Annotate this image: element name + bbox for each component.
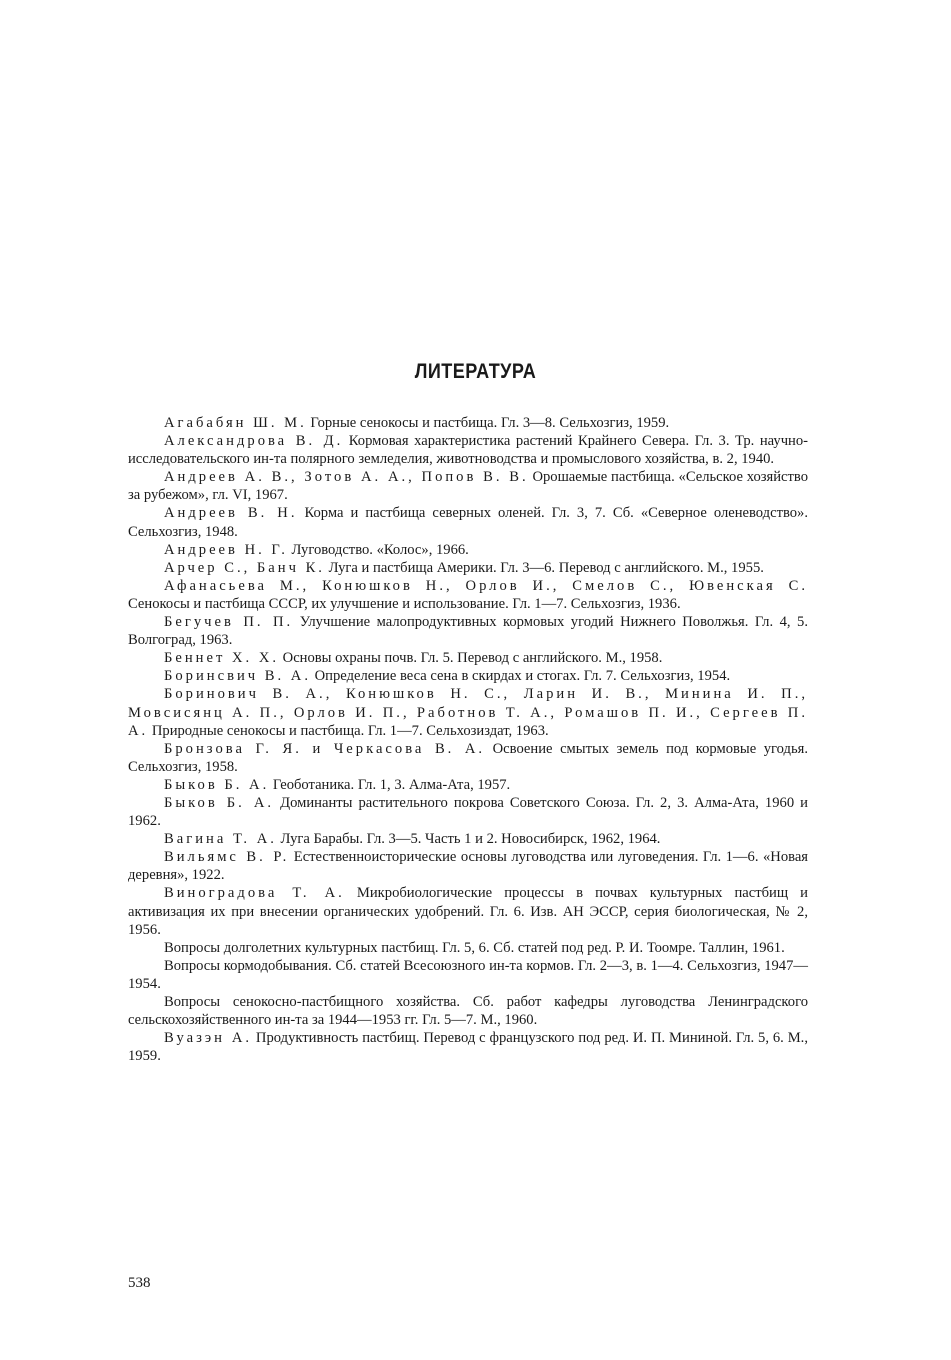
reference-text: Корма и пастбища северных оленей. Гл. 3, 7. Сб. «Северное оленеводство». Сельхозгиз, 1948.	[128, 505, 808, 540]
reference-author: Быков Б. А.	[164, 776, 270, 793]
reference-text: Вопросы сенокосно-пастбищного хозяйства. Сб. работ кафедры луговодства Ленинградского сельскохозяйственного ин-та за 1944—1953 гг. Гл. 5—7. М., 1960.	[128, 994, 808, 1029]
reference-entry	[128, 685, 808, 739]
reference-text: Продуктивность пастбищ. Перевод с французского под ред. И. П. Мининой. Гл. 5, 6. М., 1959.	[128, 1030, 808, 1065]
reference-text: Определение веса сена в скирдах и стогах. Гл. 7. Сельхозгиз, 1954.	[310, 668, 731, 685]
reference-entry	[128, 468, 808, 504]
reference-author: Быков Б. А.	[164, 794, 275, 811]
reference-author: Бегучев П. П.	[164, 614, 294, 631]
reference-author: Андреев В. Н.	[164, 505, 298, 522]
reference-entry	[128, 613, 808, 649]
reference-entry	[128, 541, 808, 559]
reference-text: Вопросы кормодобывания. Сб. статей Всесоюзного ин-та кормов. Гл. 2—3, в. 1—4. Сельхозгиз, 1947—1954.	[128, 957, 808, 992]
page-title: ЛИТЕРАТУРА	[414, 360, 537, 383]
reference-text: Луговодство. «Колос», 1966.	[287, 541, 469, 558]
reference-text: Геоботаника. Гл. 1, 3. Алма-Ата, 1957.	[269, 776, 511, 793]
reference-text: Освоение смытых земель под кормовые угодья. Сельхозгиз, 1958.	[128, 740, 808, 775]
reference-author: Афанасьева М., Конюшков Н., Орлов И., Смелов С., Ювенская С.	[164, 577, 808, 594]
reference-entry	[128, 504, 808, 540]
page-number: 538	[128, 1275, 151, 1291]
reference-entry	[128, 414, 808, 432]
reference-text: Сенокосы и пастбища СССР, их улучшение и использование. Гл. 1—7. Сельхозгиз, 1936.	[128, 595, 681, 612]
reference-entry	[128, 649, 808, 667]
reference-author: Андреев Н. Г.	[164, 541, 288, 558]
reference-author: Боринсвич В. А.	[164, 668, 311, 685]
reference-entry	[128, 884, 808, 938]
reference-entry	[128, 577, 808, 613]
reference-text: Кормовая характеристика растений Крайнего Севера. Гл. 3. Тр. научно-исследовательского ин-та полярного земледелия, животноводства и промыслового хозяйства, в. 2, 1940.	[128, 433, 809, 468]
reference-entry	[128, 794, 808, 830]
reference-text: Улучшение малопродуктивных кормовых угодий Нижнего Поволжья. Гл. 4, 5. Волгоград, 1963.	[128, 614, 808, 649]
reference-author: Александрова В. Д.	[164, 433, 344, 450]
reference-author: Вуазэн А.	[164, 1030, 253, 1047]
reference-author: Виноградова Т. А.	[164, 885, 345, 902]
reference-list	[128, 414, 808, 1065]
reference-entry	[128, 939, 808, 957]
reference-text: Микробиологические процессы в почвах культурных пастбищ и активизация их при внесении органических удобрений. Гл. 6. Изв. АН ЭССР, серия биологическая, № 2, 1956.	[128, 885, 808, 938]
reference-entry	[128, 667, 808, 685]
reference-entry	[128, 957, 808, 993]
reference-entry	[128, 559, 808, 577]
reference-text: Природные сенокосы и пастбища. Гл. 1—7. Сельхозиздат, 1963.	[148, 722, 549, 739]
reference-text: Доминанты растительного покрова Советского Союза. Гл. 2, 3. Алма-Ата, 1960 и 1962.	[128, 794, 808, 830]
reference-text: Вопросы долголетних культурных пастбищ. Гл. 5, 6. Сб. статей под ред. Р. И. Тоомре. Таллин, 1961.	[164, 939, 785, 956]
reference-entry	[128, 830, 808, 848]
reference-text: Основы охраны почв. Гл. 5. Перевод с английского. М., 1958.	[279, 650, 663, 667]
reference-author: Андреев А. В., Зотов А. А., Попов В. В.	[164, 469, 529, 486]
reference-entry	[128, 993, 808, 1029]
reference-author: Беннет Х. Х.	[164, 650, 280, 667]
reference-entry	[128, 740, 808, 776]
reference-text: Орошаемые пастбища. «Сельское хозяйство за рубежом», гл. VI, 1967.	[128, 469, 808, 504]
reference-entry	[128, 1029, 808, 1065]
reference-text: Горные сенокосы и пастбища. Гл. 3—8. Сельхозгиз, 1959.	[306, 415, 670, 431]
reference-entry	[128, 432, 808, 468]
reference-entry	[128, 848, 808, 884]
reference-text: Луга Барабы. Гл. 3—5. Часть 1 и 2. Новосибирск, 1962, 1964.	[276, 831, 661, 848]
reference-author: Агабабян Ш. М.	[164, 415, 307, 431]
reference-text: Естественноисторические основы луговодства или луговедения. Гл. 1—6. «Новая деревня», 1922.	[128, 849, 809, 884]
reference-author: Арчер С., Банч К.	[164, 559, 325, 576]
reference-author: Боринович В. А., Конюшков Н. С., Ларин И. В., Минина И. П., Мовсисянц А. П., Орлов И. П., Работнов Т. А., Ромашов П. И., Сергеев П. А.	[128, 686, 808, 739]
reference-author: Бронзова Г. Я. и Черкасова В. А.	[164, 740, 486, 757]
reference-text: Луга и пастбища Америки. Гл. 3—6. Перевод с английского. М., 1955.	[324, 559, 764, 576]
reference-author: Вильямс В. Р.	[164, 849, 290, 866]
reference-entry	[128, 776, 808, 794]
reference-author: Вагина Т. А.	[164, 831, 277, 848]
